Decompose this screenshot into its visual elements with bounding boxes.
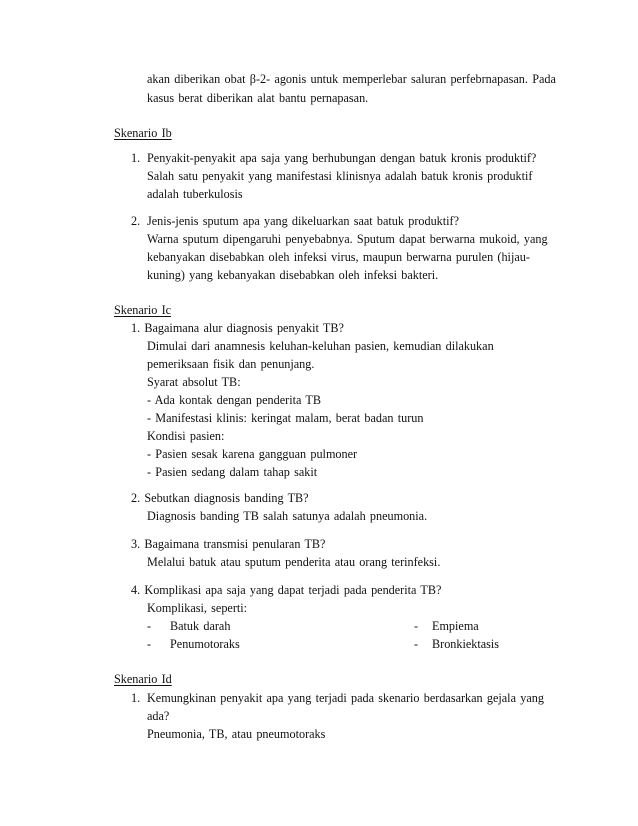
ic-q4-question: 4. Komplikasi apa saja yang dapat terjadi pada penderita TB? (131, 583, 442, 597)
heading-skenario-ic: Skenario Ic (114, 303, 172, 317)
complication-item-bronkiektasis: Bronkiektasis (432, 637, 500, 651)
ic-q1-answer-line-7: - Pasien sesak karena gangguan pulmoner (147, 447, 358, 461)
ic-q1-answer-line-2: pemeriksaan fisik dan penunjang. (147, 357, 315, 371)
ic-q1-answer-line-3: Syarat absolut TB: (147, 375, 241, 389)
ib-q2-answer-line-2: kebanyakan disebabkan oleh infeksi virus, maupun berwarna purulen (hijau- (147, 250, 530, 264)
ib-q1-number: 1. (131, 151, 141, 165)
intro-line-1: akan diberikan obat β-2- agonis untuk memperlebar saluran perfebrnapasan. Pada (147, 72, 556, 86)
ic-q3-answer: Melalui batuk atau sputum penderita atau orang terinfeksi. (147, 555, 441, 569)
id-q1-number: 1. (131, 691, 141, 705)
ic-q2-question: 2. Sebutkan diagnosis banding TB? (131, 491, 309, 505)
complication-bullet: - (414, 619, 419, 633)
ic-q3-question: 3. Bagaimana transmisi penularan TB? (131, 537, 326, 551)
id-q1-question-line-2: ada? (147, 709, 170, 723)
ic-q1-answer-line-8: - Pasien sedang dalam tahap sakit (147, 465, 318, 479)
ic-q1-answer-line-4: - Ada kontak dengan penderita TB (147, 393, 321, 407)
complication-bullet: - (414, 637, 419, 651)
intro-line-2: kasus berat diberikan alat bantu pernapasan. (147, 91, 369, 105)
complication-item-batuk-darah: Batuk darah (170, 619, 231, 633)
ic-q1-question: 1. Bagaimana alur diagnosis penyakit TB? (131, 321, 344, 335)
heading-skenario-ib: Skenario Ib (114, 126, 172, 140)
ic-q4-answer: Komplikasi, seperti: (147, 601, 248, 615)
complication-item-penumotoraks: Penumotoraks (170, 637, 240, 651)
ic-q1-answer-line-1: Dimulai dari anamnesis keluhan-keluhan pasien, kemudian dilakukan (147, 339, 494, 353)
ic-q2-answer: Diagnosis banding TB salah satunya adalah pneumonia. (147, 509, 428, 523)
ic-q1-answer-line-5: - Manifestasi klinis: keringat malam, berat badan turun (147, 411, 424, 425)
ib-q2-question: Jenis-jenis sputum apa yang dikeluarkan saat batuk produktif? (147, 214, 459, 228)
complication-item-empiema: Empiema (432, 619, 479, 633)
ic-q1-answer-line-6: Kondisi pasien: (147, 429, 225, 443)
heading-skenario-id: Skenario Id (114, 672, 172, 686)
ib-q2-answer-line-1: Warna sputum dipengaruhi penyebabnya. Sputum dapat berwarna mukoid, yang (147, 232, 548, 246)
ib-q2-number: 2. (131, 214, 141, 228)
ib-q1-answer-line-2: adalah tuberkulosis (147, 187, 243, 201)
ib-q1-answer-line-1: Salah satu penyakit yang manifestasi klinisnya adalah batuk kronis produktif (147, 169, 533, 183)
complication-bullet: - (147, 637, 152, 651)
id-q1-answer: Pneumonia, TB, atau pneumotoraks (147, 727, 326, 741)
complication-bullet: - (147, 619, 152, 633)
ib-q2-answer-line-3: kuning) yang kebanyakan disebabkan oleh infeksi bakteri. (147, 268, 439, 282)
id-q1-question-line-1: Kemungkinan penyakit apa yang terjadi pada skenario berdasarkan gejala yang (147, 691, 544, 705)
ib-q1-question: Penyakit-penyakit apa saja yang berhubungan dengan batuk kronis produktif? (147, 151, 537, 165)
